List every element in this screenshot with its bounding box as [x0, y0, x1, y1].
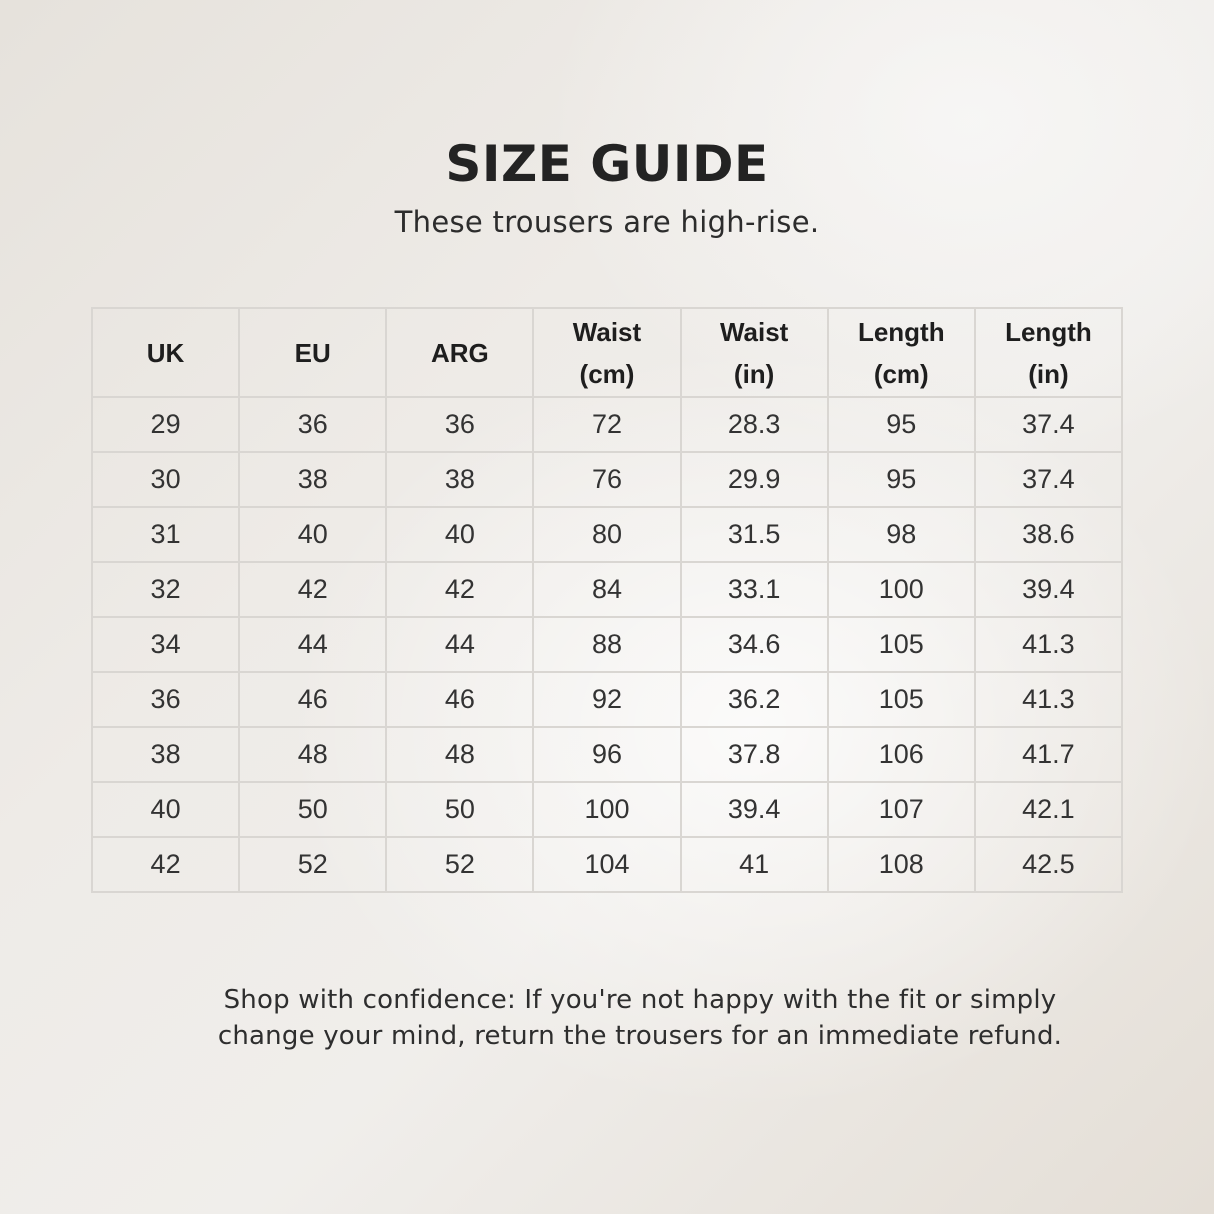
table-cell: 92 [533, 672, 680, 727]
return-policy-line-1: Shop with confidence: If you're not happy with the fit or simply [223, 985, 1057, 1015]
table-cell: 34.6 [681, 617, 828, 672]
table-cell: 96 [533, 727, 680, 782]
table-cell: 28.3 [681, 397, 828, 452]
table-cell: 105 [828, 672, 975, 727]
table-cell: 41.7 [975, 727, 1122, 782]
header-arg-label: ARG [430, 337, 489, 368]
table-cell: 31.5 [681, 507, 828, 562]
table-cell: 29 [92, 397, 239, 452]
header-waist-in-line2: (in) [733, 358, 775, 389]
size-table [91, 307, 1123, 893]
table-cell: 106 [828, 727, 975, 782]
header-eu-label: EU [294, 337, 331, 368]
header-waist-in [681, 308, 828, 397]
header-waist-cm-line1: Waist [572, 316, 642, 347]
table-cell: 42 [92, 837, 239, 892]
header-row [92, 308, 1122, 397]
table-cell: 42 [386, 562, 533, 617]
table-cell: 46 [386, 672, 533, 727]
table-row [92, 837, 1122, 892]
table-cell: 100 [828, 562, 975, 617]
header-length-in-line2: (in) [1028, 358, 1069, 389]
table-cell: 41.3 [975, 672, 1122, 727]
table-cell: 32 [92, 562, 239, 617]
header-waist-cm [533, 308, 680, 397]
table-cell: 98 [828, 507, 975, 562]
header-length-cm-line1: Length [857, 316, 945, 347]
table-cell: 104 [533, 837, 680, 892]
table-cell: 84 [533, 562, 680, 617]
return-policy-note [150, 982, 1130, 1054]
table-row [92, 562, 1122, 617]
table-cell: 107 [828, 782, 975, 837]
table-cell: 95 [828, 397, 975, 452]
page-title: SIZE GUIDE [445, 135, 769, 193]
table-cell: 50 [239, 782, 386, 837]
page-subtitle: These trousers are high-rise. [394, 205, 820, 239]
table-cell: 48 [239, 727, 386, 782]
table-cell: 37.8 [681, 727, 828, 782]
table-cell: 48 [386, 727, 533, 782]
table-row [92, 672, 1122, 727]
table-row [92, 617, 1122, 672]
table-cell: 80 [533, 507, 680, 562]
header-uk-label: UK [146, 337, 185, 368]
table-cell: 39.4 [681, 782, 828, 837]
table-cell: 46 [239, 672, 386, 727]
table-row [92, 782, 1122, 837]
table-cell: 95 [828, 452, 975, 507]
table-cell: 44 [386, 617, 533, 672]
table-cell: 38 [386, 452, 533, 507]
table-cell: 52 [386, 837, 533, 892]
header-length-in [975, 308, 1122, 397]
table-cell: 38 [92, 727, 239, 782]
table-cell: 33.1 [681, 562, 828, 617]
table-cell: 34 [92, 617, 239, 672]
return-policy-line-2: change your mind, return the trousers for an immediate refund. [217, 1021, 1063, 1051]
table-cell: 100 [533, 782, 680, 837]
header-uk [92, 308, 239, 397]
table-cell: 36.2 [681, 672, 828, 727]
table-cell: 52 [239, 837, 386, 892]
table-cell: 36 [386, 397, 533, 452]
header-length-in-line1: Length [1005, 316, 1092, 347]
header-waist-in-line1: Waist [719, 316, 789, 347]
table-cell: 44 [239, 617, 386, 672]
table-cell: 36 [92, 672, 239, 727]
header-length-cm-line2: (cm) [873, 358, 929, 389]
header-length-cm [828, 308, 975, 397]
table-row [92, 452, 1122, 507]
table-cell: 29.9 [681, 452, 828, 507]
table-cell: 108 [828, 837, 975, 892]
table-cell: 38.6 [975, 507, 1122, 562]
table-row [92, 397, 1122, 452]
table-cell: 30 [92, 452, 239, 507]
table-cell: 42.5 [975, 837, 1122, 892]
size-table-header [92, 308, 1122, 397]
table-cell: 31 [92, 507, 239, 562]
size-table-body [92, 397, 1122, 892]
table-cell: 37.4 [975, 397, 1122, 452]
table-cell: 37.4 [975, 452, 1122, 507]
header-arg [386, 308, 533, 397]
table-cell: 76 [533, 452, 680, 507]
table-cell: 41 [681, 837, 828, 892]
table-cell: 105 [828, 617, 975, 672]
table-cell: 38 [239, 452, 386, 507]
table-cell: 41.3 [975, 617, 1122, 672]
table-cell: 42.1 [975, 782, 1122, 837]
table-cell: 88 [533, 617, 680, 672]
table-row [92, 507, 1122, 562]
table-cell: 72 [533, 397, 680, 452]
table-cell: 42 [239, 562, 386, 617]
table-cell: 40 [239, 507, 386, 562]
table-cell: 40 [386, 507, 533, 562]
header-eu [239, 308, 386, 397]
header-waist-cm-line2: (cm) [579, 358, 635, 389]
table-row [92, 727, 1122, 782]
table-cell: 40 [92, 782, 239, 837]
table-cell: 36 [239, 397, 386, 452]
table-cell: 50 [386, 782, 533, 837]
table-cell: 39.4 [975, 562, 1122, 617]
